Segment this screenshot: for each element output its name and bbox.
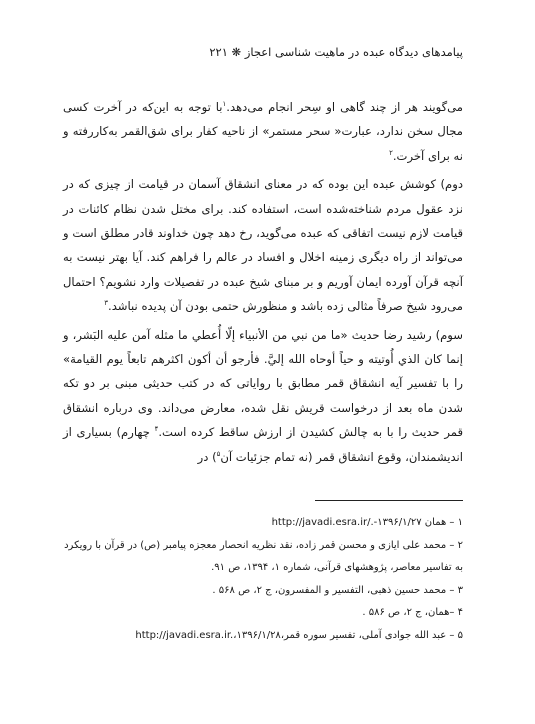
paragraph-1-text-b: با توجه به این‌که در آخرت کسی مجال سخن ندارد، عبارت« سحر مستمر» از ناحیه کفار برای شق‌القمر به‌کاررفته و نه برای آخرت. [63,100,463,163]
footnote-number: ۲ [457,539,463,551]
footnote-number: ۴ [457,607,463,619]
paragraph-3-text-c: ) در [197,449,217,464]
footnote-5 [63,625,463,648]
paragraph-3-text-a: سوم) رشید رضا حدیث «ما من نبي من الأنبياء إلّا أُعطي ما مثله آمن عليه البَشر، و إنما كان الذي أُوتيته و حياً أوحاه الله إليَّ. فأرجو أن أكون اكثرهم تابعاً يوم القيامة» را با تفسیر آیه انشقاق قمر مطابق با روایاتی که در کتب حدیثی مبنی بر دو تکه شدن ماه بعد از درخواست قریش نقل شده، معارض می‌داند. وی درباره انشقاق قمر حدیث را با به چالش کشیدن از ارزش ساقط کرده است. [63,327,463,440]
footnote-separator [315,500,463,501]
paragraph-2-text: دوم) کوشش عبده این بوده که در معنای انشقاق آسمان در قیامت از چیزی که در نزد عقول مردم شناخته‌شده است، استفاده کند. برای مختل شدن نظام کائنات در قیامت لازم نیست اتفاقی که عبده می‌گوید، رخ دهد چون خداوند قادر مطلق است و می‌تواند از راه دیگری زمینه اخلال و افساد در عالم را فراهم کند. آیا بهتر نیست به آنچه قرآن آورده ایمان آوریم و بر مبنای شیخ عبده در تفصیلات وارد نشویم؟ احتمال می‌رود شیخ صرفاً مثالی زده باشد و منظورش حتمی بودن آن پدیده نباشد. [63,177,463,314]
footnote-ref-4[interactable]: ۴ [154,425,159,434]
footnote-4 [63,602,463,625]
footnote-ref-1[interactable]: ۱ [222,100,227,109]
paragraph-3-text-b: چهارم) بسیاری از اندیشمندان، وقوع انشقاق قمر (نه تمام جزئیات آن [63,425,463,464]
footnote-number: ۳ [457,584,463,596]
footnote-2 [63,535,463,580]
footnote-3 [63,580,463,603]
footnote-number: ۵ [457,629,463,641]
footnote-link[interactable]: http://javadi.esra.ir. [135,629,234,641]
footnote-text: – محمد علی ایازی و محسن قمر زاده، نقد نظریه انحصار معجزه پیامبر (ص) در قرآن با رویکرد به تفاسیر معاصر، پژوهشهای قرآنی، شماره ۱، ۱۳۹۴، ص ۹۱. [64,539,463,574]
footnote-number: ۱ [457,517,463,528]
footnote-text: – عبد الله جوادی آملی، تفسیر سوره قمر،۱۳۹۶/۱/۲۸، [233,629,455,641]
body-text [63,95,463,469]
paragraph-3 [63,323,463,469]
footnote-text: –همان، ج ۲، ص ۵۸۶ . [362,607,455,619]
footnote-ref-2[interactable]: ۲ [389,148,393,157]
running-header: پیامدهای دیدگاه عبده در ماهیت شناسی اعجاز ❋ ۲۲۱ [209,45,463,59]
footnotes [63,512,463,648]
paragraph-1 [63,95,463,168]
footnote-1 [63,512,463,535]
paragraph-2 [63,172,463,318]
footnote-ref-3[interactable]: ۳ [104,299,109,308]
footnote-ref-5[interactable]: ۵ [216,449,221,458]
footnote-text: – محمد حسین ذهبی، التفسیر و المفسرون، ج ۲، ص ۵۶۸ . [212,584,455,596]
paragraph-1-text-a: می‌گویند هر از چند گاهی او سِحر انجام می‌دهد. [226,100,463,114]
footnote-link[interactable]: http://javadi.esra.ir/. [271,517,374,528]
footnote-text: – همان ۱۳۹۶/۱/۲۷- [373,517,455,528]
